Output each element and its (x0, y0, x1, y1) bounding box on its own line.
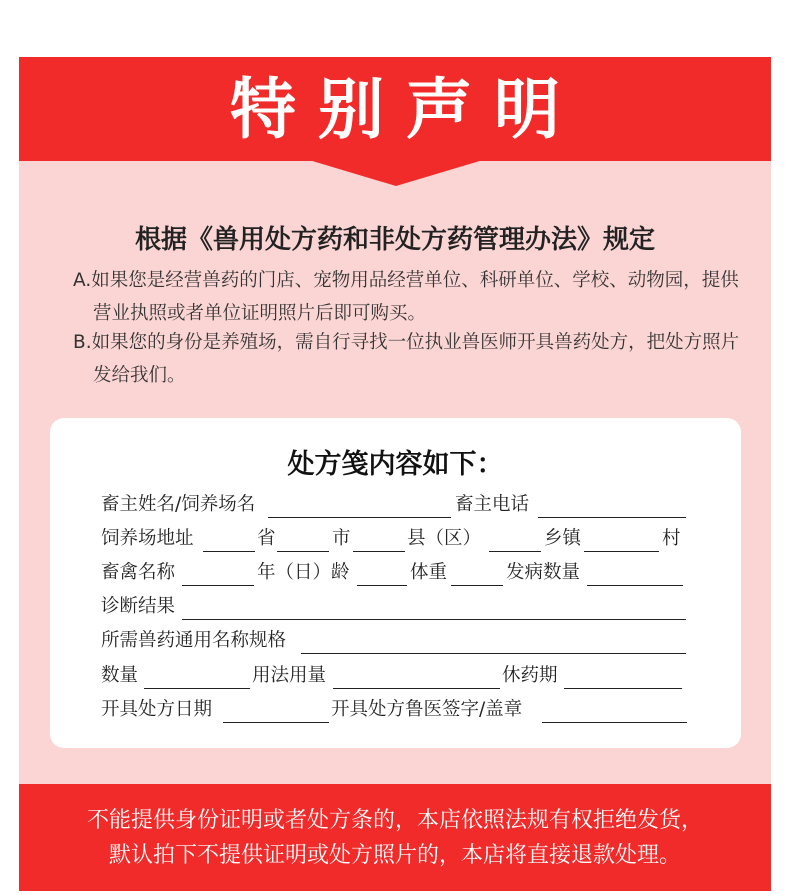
animal-label: 畜禽名称 (101, 562, 176, 583)
city-blank[interactable] (277, 551, 329, 552)
city-label: 市 (332, 528, 351, 549)
quantity-blank[interactable] (144, 688, 250, 689)
header-notch (309, 160, 483, 186)
prescription-title: 处方笺内容如下： (287, 449, 504, 480)
form-row-address (101, 524, 691, 558)
withdrawal-blank[interactable] (564, 688, 682, 689)
phone-blank[interactable] (538, 517, 686, 518)
date-label: 开具处方日期 (101, 699, 213, 720)
county-blank[interactable] (353, 551, 405, 552)
animal-blank[interactable] (182, 585, 254, 586)
town-label: 乡镇 (544, 528, 582, 549)
usage-label: 用法用量 (252, 665, 327, 686)
count-blank[interactable] (587, 585, 683, 586)
diagnosis-blank[interactable] (182, 619, 686, 620)
province-blank[interactable] (203, 551, 255, 552)
form-row-drug (101, 626, 691, 660)
town-blank[interactable] (489, 551, 541, 552)
address-label: 饲养场地址 (101, 528, 194, 549)
village-label: 村 (662, 528, 681, 549)
clause-b: B.如果您的身份是养殖场，需自行寻找一位执业兽医师开具兽药处方，把处方照片发给我们。 (73, 332, 740, 386)
owner-blank[interactable] (268, 517, 451, 518)
date-blank[interactable] (223, 722, 329, 723)
quantity-label: 数量 (101, 665, 139, 686)
signature-blank[interactable] (542, 722, 687, 723)
age-label: 年（日）龄 (257, 562, 350, 583)
age-blank[interactable] (357, 585, 407, 586)
form-row-quantity (101, 661, 691, 695)
usage-blank[interactable] (333, 688, 500, 689)
province-label: 省 (257, 528, 276, 549)
footer-line-2: 默认拍下不提供证明或处方照片的，本店将直接退款处理。 (108, 843, 681, 868)
form-row-owner (101, 490, 691, 524)
form-row-animal (101, 558, 691, 592)
signature-label: 开具处方鲁医签字/盖章 (331, 699, 523, 720)
village-blank[interactable] (584, 551, 659, 552)
drug-blank[interactable] (301, 653, 686, 654)
count-label: 发病数量 (506, 562, 581, 583)
form-row-diagnosis (101, 592, 691, 626)
footer-line-1: 不能提供身份证明或者处方条的，本店依照法规有权拒绝发货， (86, 808, 703, 833)
drug-label: 所需兽药通用名称规格 (101, 630, 287, 651)
diagnosis-label: 诊断结果 (101, 596, 176, 617)
page-title: 特别声明 (230, 70, 582, 148)
weight-label: 体重 (410, 562, 448, 583)
phone-label: 畜主电话 (455, 494, 530, 515)
form-row-date (101, 695, 691, 729)
withdrawal-label: 休药期 (502, 665, 558, 686)
county-label: 县（区） (407, 528, 482, 549)
owner-label: 畜主姓名/饲养场名 (101, 494, 256, 515)
weight-blank[interactable] (451, 585, 503, 586)
regulation-title: 根据《兽用处方药和非处方药管理办法》规定 (134, 225, 655, 255)
clause-a: A.如果您是经营兽药的门店、宠物用品经营单位、科研单位、学校、动物园，提供营业执照或者单位证明照片后即可购买。 (73, 270, 739, 324)
